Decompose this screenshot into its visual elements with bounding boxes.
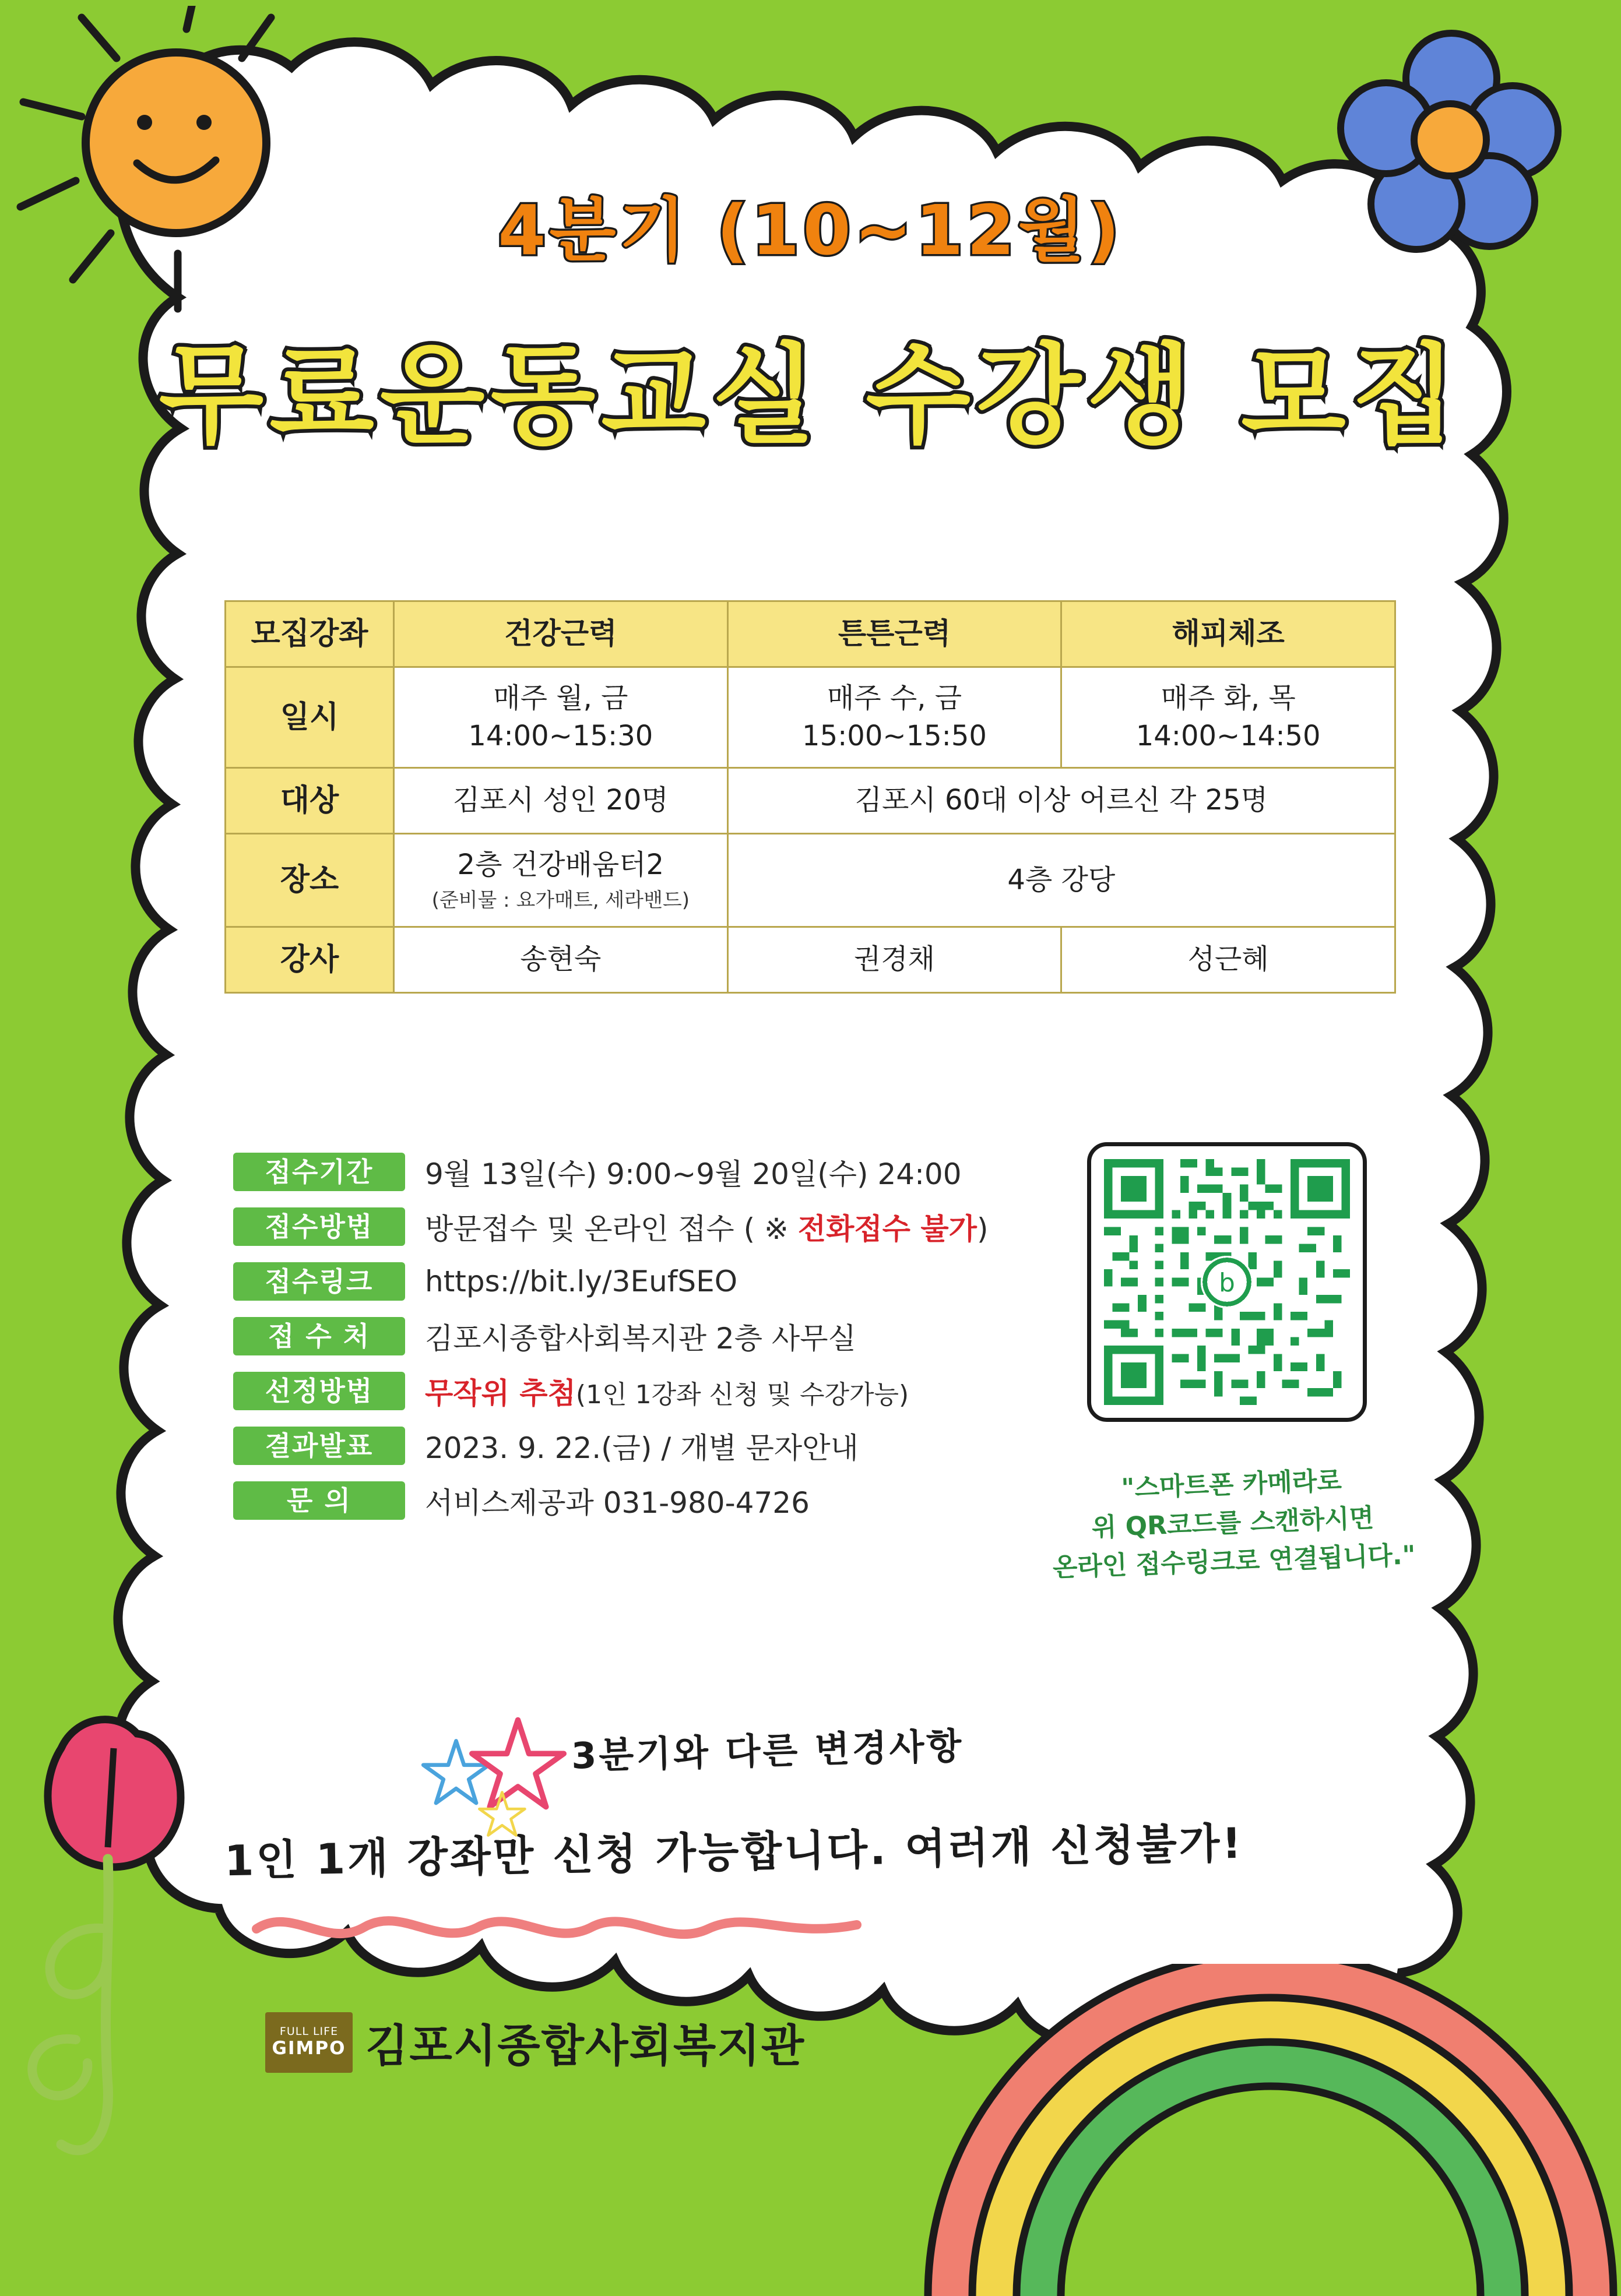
- table-cell: 4층 강당: [727, 833, 1395, 927]
- table-header-cell: 모집강좌: [226, 601, 394, 667]
- detail-row-method: [233, 1206, 1078, 1248]
- application-link[interactable]: https://bit.ly/3EufSEO: [425, 1265, 738, 1298]
- qr-caption: "스마트폰 카메라로 위 QR코드를 스캔하시면 온라인 접수링크로 연결됩니다.": [1052, 1466, 1416, 1583]
- table-cell: 매주 화, 목 14:00~14:50: [1061, 667, 1395, 768]
- qr-code[interactable]: [1087, 1142, 1367, 1422]
- table-cell: 권경채: [727, 927, 1061, 992]
- logo-line-1: FULL LIFE: [279, 2024, 339, 2038]
- detail-row-office: [233, 1315, 1078, 1357]
- detail-row-contact: [233, 1480, 1078, 1522]
- detail-value-part: ): [976, 1212, 989, 1246]
- flower-decoration: [1335, 23, 1568, 256]
- stars-decoration: [420, 1707, 612, 1847]
- table-row: [226, 833, 1395, 927]
- detail-tag: 접 수 처: [233, 1317, 405, 1355]
- detail-tag: 접수기간: [233, 1153, 405, 1191]
- change-note-heading: 3분기와 다른 변경사항: [571, 1724, 965, 1777]
- details-list: [233, 1151, 1078, 1534]
- detail-value: 서비스제공과 031-980-4726: [425, 1486, 810, 1520]
- table-cell: 성근혜: [1061, 927, 1395, 992]
- logo-line-2: GIMPO: [272, 2038, 346, 2059]
- program-table: [224, 600, 1396, 994]
- table-row: [226, 767, 1395, 833]
- detail-value-highlight: 무작위 추첨: [425, 1376, 576, 1410]
- detail-value-part: 방문접수 및 온라인 접수 ( ※: [425, 1212, 798, 1246]
- table-row-label: 대상: [226, 767, 394, 833]
- page-title: 무료운동교실 수강생 모집: [159, 332, 1462, 459]
- detail-value: [425, 1370, 909, 1412]
- rainbow-decoration: [915, 1964, 1621, 2296]
- detail-tag: 결과발표: [233, 1427, 405, 1465]
- table-cell: 매주 수, 금 15:00~15:50: [727, 667, 1061, 768]
- tulip-decoration: [6, 1678, 256, 2179]
- footer-branding: [265, 2010, 805, 2074]
- detail-tag: 문 의: [233, 1481, 405, 1520]
- table-row-label: 강사: [226, 927, 394, 992]
- table-row: [226, 927, 1395, 992]
- detail-row-selection: [233, 1370, 1078, 1412]
- change-note-body: 1인 1개 강좌만 신청 가능합니다. 여러개 신청불가!: [224, 1818, 1244, 1886]
- table-header-cell: 건강근력: [394, 601, 728, 667]
- table-row: [226, 667, 1395, 768]
- detail-tag: 접수링크: [233, 1262, 405, 1301]
- table-row-label: 일시: [226, 667, 394, 768]
- quarter-title: 4분기 (10~12월): [498, 190, 1123, 270]
- detail-row-result: [233, 1425, 1078, 1467]
- table-header-cell: 해피체조: [1061, 601, 1395, 667]
- detail-value: [425, 1206, 989, 1248]
- detail-value: 9월 13일(수) 9:00~9월 20일(수) 24:00: [425, 1157, 962, 1191]
- detail-value: 김포시종합사회복지관 2층 사무실: [425, 1322, 856, 1355]
- table-cell: [394, 833, 728, 927]
- detail-value-highlight: 전화접수 불가: [797, 1212, 977, 1246]
- table-cell: 송현숙: [394, 927, 728, 992]
- detail-tag: 접수방법: [233, 1207, 405, 1246]
- table-cell-note: (준비물 : 요가매트, 세라밴드): [431, 888, 690, 912]
- table-row: [226, 601, 1395, 667]
- detail-tag: 선정방법: [233, 1372, 405, 1410]
- table-cell-main: 2층 건강배움터2: [457, 848, 664, 881]
- table-header-cell: 튼튼근력: [727, 601, 1061, 667]
- detail-value: 2023. 9. 22.(금) / 개별 문자안내: [425, 1431, 859, 1465]
- underline-squiggle: [251, 1903, 863, 1949]
- svg-text:b: b: [1219, 1268, 1235, 1298]
- table-cell: 매주 월, 금 14:00~15:30: [394, 667, 728, 768]
- table-cell: 김포시 60대 이상 어르신 각 25명: [727, 767, 1395, 833]
- detail-row-period: [233, 1151, 1078, 1193]
- table-cell: 김포시 성인 20명: [394, 767, 728, 833]
- organization-name: 김포시종합사회복지관: [365, 2020, 806, 2072]
- sun-decoration: [12, 6, 385, 344]
- gimpo-logo-icon: [265, 2012, 353, 2073]
- detail-row-link: [233, 1260, 1078, 1302]
- detail-value-part: (1인 1강좌 신청 및 수강가능): [575, 1380, 909, 1410]
- table-row-label: 장소: [226, 833, 394, 927]
